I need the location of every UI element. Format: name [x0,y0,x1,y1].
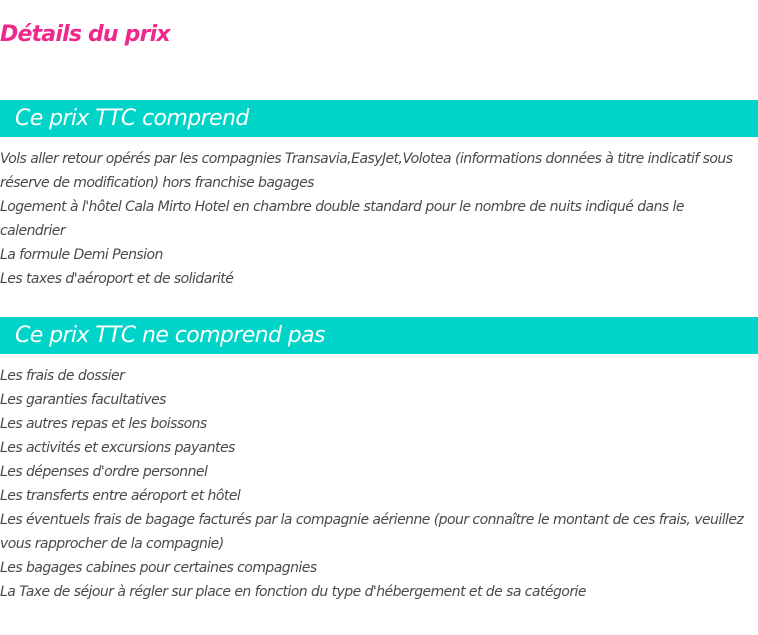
list-item: Les taxes d'aéroport et de solidarité [0,271,234,287]
included-list [0,147,758,291]
list-item: Les bagages cabines pour certaines compagnies [0,560,317,576]
list-item: La Taxe de séjour à régler sur place en fonction du type d'hébergement et de sa catégorie [0,584,586,600]
list-item: Les transferts entre aéroport et hôtel [0,488,241,504]
section-header-included [0,100,758,137]
list-item: Les autres repas et les boissons [0,416,207,432]
list-item: Les dépenses d'ordre personnel [0,464,208,480]
list-item: Vols aller retour opérés par les compagnies Transavia,EasyJet,Volotea (informations données à titre indicatif sous réserve de modification) hors franchise bagages [0,151,733,191]
section-header-excluded [0,317,758,354]
section-heading-excluded: Ce prix TTC ne comprend pas [15,323,325,348]
section-heading-included: Ce prix TTC comprend [15,106,249,131]
page-title: Détails du prix [0,22,170,47]
excluded-list [0,364,758,604]
list-item: Les activités et excursions payantes [0,440,235,456]
list-item: Logement à l'hôtel Cala Mirto Hotel en chambre double standard pour le nombre de nuits indiqué dans le calendrier [0,199,684,239]
list-item: Les garanties facultatives [0,392,166,408]
list-item: Les frais de dossier [0,368,125,384]
list-item: La formule Demi Pension [0,247,163,263]
list-item: Les éventuels frais de bagage facturés par la compagnie aérienne (pour connaître le montant de ces frais, veuillez vous rapprocher de la compagnie) [0,512,744,552]
